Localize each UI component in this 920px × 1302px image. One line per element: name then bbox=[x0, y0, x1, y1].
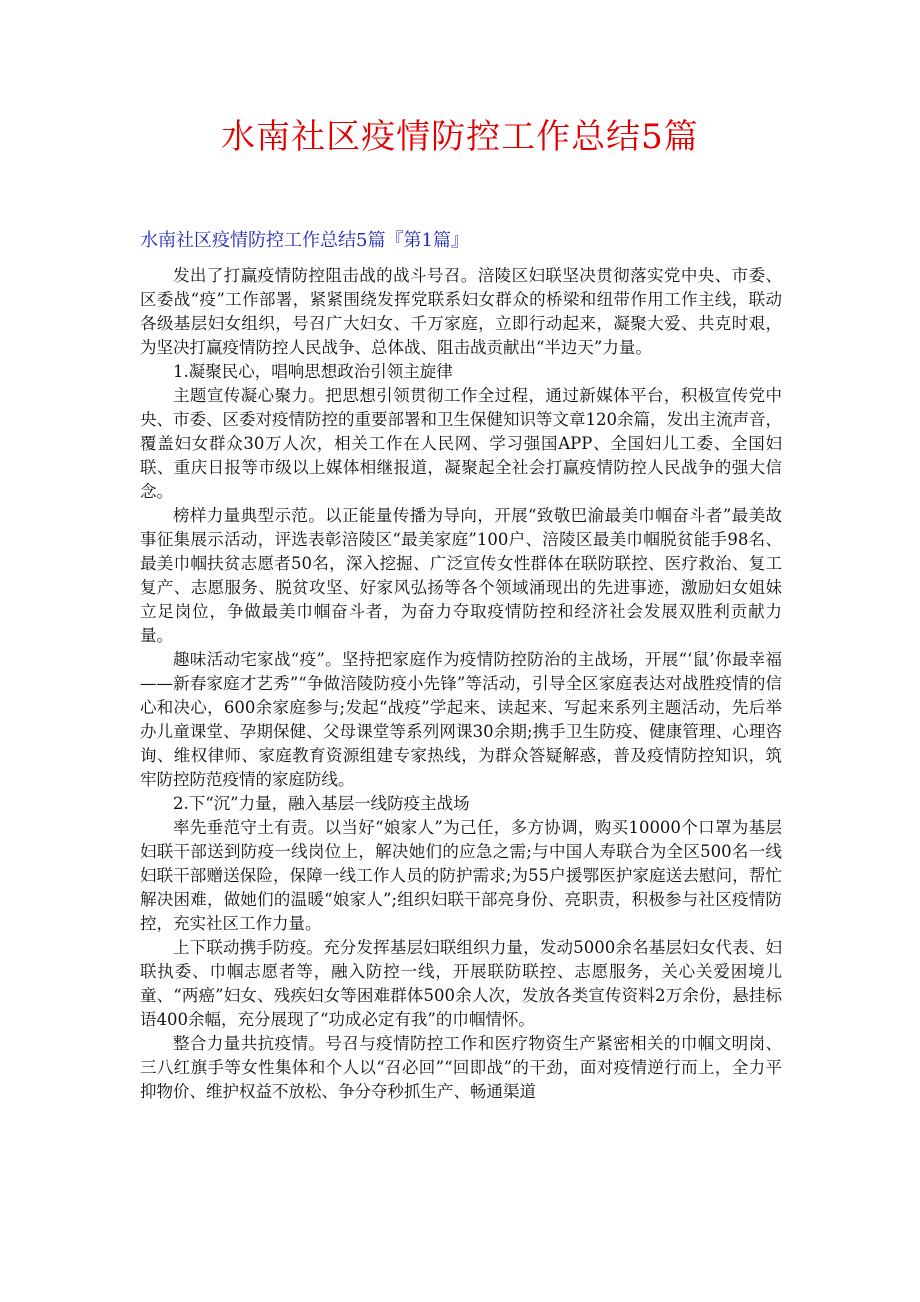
section-heading: 水南社区疫情防控工作总结5篇『第1篇』 bbox=[140, 230, 469, 251]
body-paragraph: 率先垂范守土有责。以当好“娘家人”为己任，多方协调，购买10000个口罩为基层妇联干部送到防疫一线岗位上，解决她们的应急之需;与中国人寿联合为全区500名一线妇联干部赠送保险，保障一线工作人员的防护需求;为55户援鄂医护家庭送去慰问，帮忙解决困难，做她们的温暖“娘家人”;组织妇联干部亮身份、亮职责，积极参与社区疫情防控，充实社区工作力量。 bbox=[140, 818, 782, 933]
body-paragraph: 榜样力量典型示范。以正能量传播为导向，开展“致敬巴渝最美巾帼奋斗者”最美故事征集展示活动，评选表彰涪陵区“最美家庭”100户、涪陵区最美巾帼脱贫能手98名、最美巾帼扶贫志愿者50名，深入挖掘、广泛宣传女性群体在联防联控、医疗救治、复工复产、志愿服务、脱贫攻坚、好家风弘扬等各个领域涌现出的先进事迹，激励妇女姐妹立足岗位，争做最美巾帼奋斗者，为奋力夺取疫情防控和经济社会发展双胜利贡献力量。 bbox=[140, 506, 782, 645]
body-paragraph: 上下联动携手防疫。充分发挥基层妇联组织力量，发动5000余名基层妇女代表、妇联执委、巾帼志愿者等，融入防控一线，开展联防联控、志愿服务，关心关爱困境儿童、“两癌”妇女、残疾妇女等困难群体500余人次，发放各类宣传资料2万余份，悬挂标语400余幅，充分展现了“功成必定有我”的巾帼情怀。 bbox=[140, 938, 782, 1029]
document-body bbox=[140, 264, 782, 1104]
body-paragraph: 整合力量共抗疫情。号召与疫情防控工作和医疗物资生产紧密相关的巾帼文明岗、三八红旗手等女性集体和个人以“召必回”“回即战”的干劲，面对疫情逆行而上，全力平抑物价、维护权益不放松、争分夺秒抓生产、畅通渠道 bbox=[140, 1034, 782, 1101]
body-paragraph: 发出了打赢疫情防控阻击战的战斗号召。涪陵区妇联坚决贯彻落实党中央、市委、区委战“疫”工作部署，紧紧围绕发挥党联系妇女群众的桥梁和纽带作用工作主线，联动各级基层妇女组织，号召广大妇女、千万家庭，立即行动起来，凝聚大爱、共克时艰，为坚决打赢疫情防控人民战争、总体战、阻击战贡献出“半边天”力量。 bbox=[140, 266, 782, 357]
body-paragraph: 趣味活动宅家战“疫”。坚持把家庭作为疫情防控防治的主战场，开展“‘鼠’你最幸福——新春家庭才艺秀”“争做涪陵防疫小先锋”等活动，引导全区家庭表达对战胜疫情的信心和决心，600余家庭参与;发起“战疫”学起来、读起来、写起来系列主题活动，先后举办儿童课堂、孕期保健、父母课堂等系列网课30余期;携手卫生防疫、健康管理、心理咨询、维权律师、家庭教育资源组建专家热线，为群众答疑解惑，普及疫情防控知识，筑牢防控防范疫情的家庭防线。 bbox=[140, 650, 782, 789]
subheading-paragraph: 1.凝聚民心，唱响思想政治引领主旋律 bbox=[173, 362, 453, 381]
subheading-paragraph: 2.下“沉”力量，融入基层一线防疫主战场 bbox=[173, 794, 470, 813]
document-title: 水南社区疫情防控工作总结5篇 bbox=[221, 117, 699, 157]
body-paragraph: 主题宣传凝心聚力。把思想引领贯彻工作全过程，通过新媒体平台，积极宣传党中央、市委、区委对疫情防控的重要部署和卫生保健知识等文章120余篇，发出主流声音，覆盖妇女群众30万人次，相关工作在人民网、学习强国APP、全国妇儿工委、全国妇联、重庆日报等市级以上媒体相继报道，凝聚起全社会打赢疫情防控人民战争的强大信念。 bbox=[140, 386, 782, 501]
